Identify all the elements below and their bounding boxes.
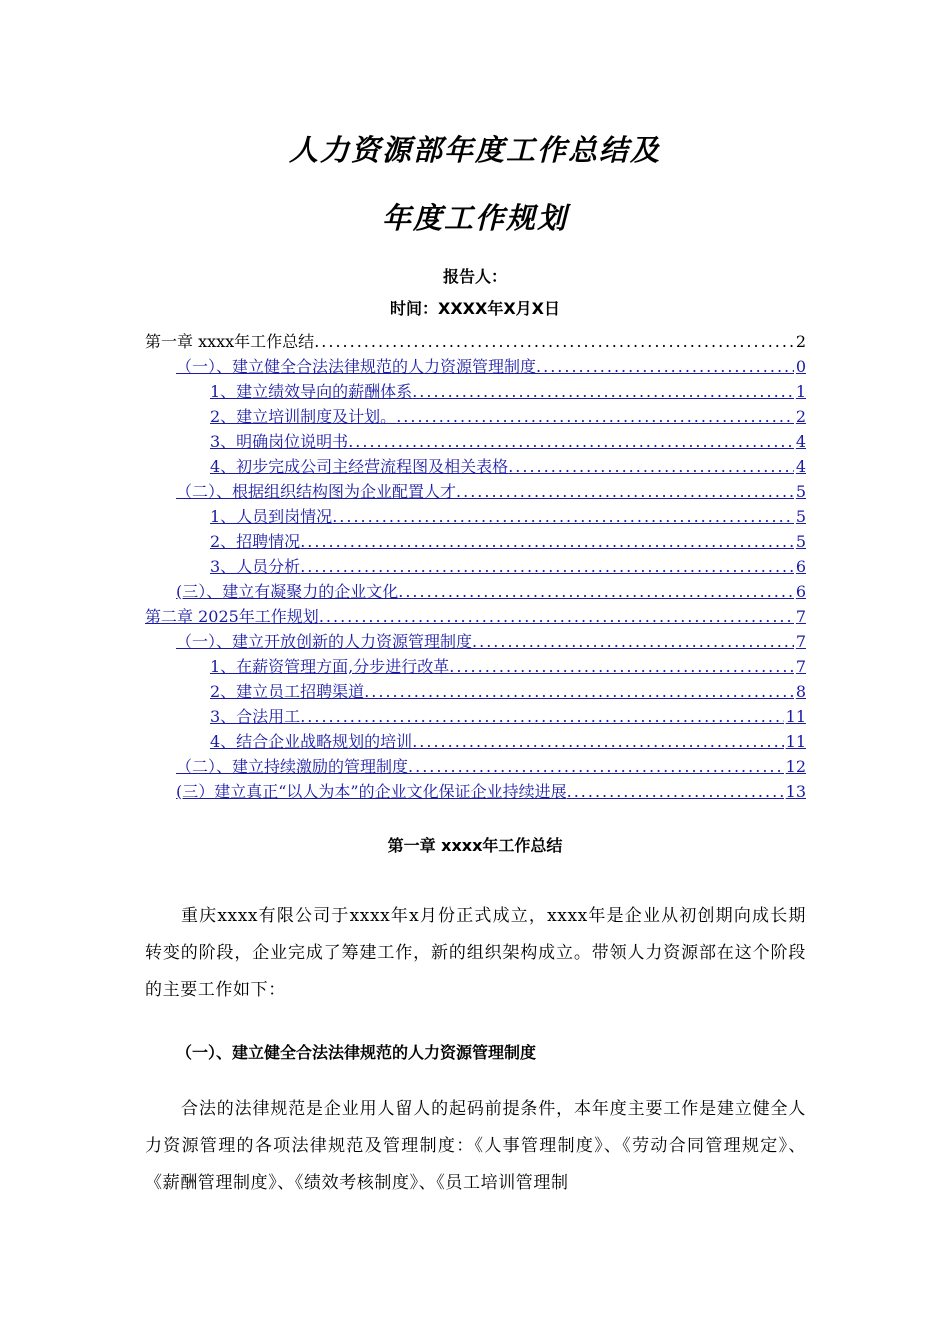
- toc-entry-label: 2、建立培训制度及计划。: [210, 407, 397, 426]
- toc-leader-dots: [456, 480, 794, 504]
- toc-leader-dots: [396, 405, 794, 429]
- toc-entry[interactable]: [210, 530, 806, 554]
- toc-entry[interactable]: [210, 705, 806, 729]
- toc-entry[interactable]: [176, 630, 806, 654]
- toc-entry[interactable]: [210, 380, 806, 404]
- toc-entry-page: 0: [795, 357, 806, 376]
- document-title-line2: 年度工作规划: [381, 201, 568, 235]
- toc-leader-dots: [412, 730, 783, 754]
- toc-entry[interactable]: [210, 730, 806, 754]
- toc-entry-page: 5: [795, 532, 806, 551]
- toc-entry[interactable]: [145, 605, 806, 629]
- toc-leader-dots: [300, 530, 794, 554]
- toc-entry[interactable]: [176, 355, 806, 379]
- toc-entry[interactable]: [210, 505, 806, 529]
- toc-leader-dots: [300, 555, 794, 579]
- toc-entry-label: 3、明确岗位说明书: [210, 432, 349, 451]
- toc-entry-page: 13: [785, 782, 806, 801]
- toc-entry-label: 3、人员分析: [210, 557, 301, 576]
- section-heading: （一）、建立健全合法法律规范的人力资源管理制度: [176, 1043, 537, 1062]
- toc-entry-label: 3、合法用工: [210, 707, 301, 726]
- toc-entry-page: 2: [795, 407, 806, 426]
- toc-leader-dots: [332, 505, 794, 529]
- toc-leader-dots: [300, 705, 783, 729]
- toc-entry-page: 4: [795, 457, 806, 476]
- toc-entry[interactable]: [210, 430, 806, 454]
- toc-entry-page: 11: [785, 732, 806, 751]
- toc-entry[interactable]: [176, 480, 806, 504]
- toc-entry-page: 12: [785, 757, 806, 776]
- report-time: 时间：XXXX年X月X日: [389, 299, 561, 318]
- toc-leader-dots: [449, 655, 794, 679]
- toc-entry-label: (三）建立真正“以人为本”的企业文化保证企业持续进展: [176, 782, 567, 801]
- toc-entry-label: （一）、建立健全合法法律规范的人力资源管理制度: [176, 357, 537, 376]
- toc-entry-page: 1: [795, 382, 806, 401]
- toc-entry-label: 4、初步完成公司主经营流程图及相关表格: [210, 457, 509, 476]
- toc-entry-page: 7: [795, 632, 806, 651]
- toc-entry-label: （二）、根据组织结构图为企业配置人才: [176, 482, 457, 501]
- toc-entry-page: 8: [795, 682, 806, 701]
- toc-leader-dots: [398, 580, 794, 604]
- toc-leader-dots: [348, 430, 794, 454]
- toc-entry-page: 6: [795, 582, 806, 601]
- toc-leader-dots: [364, 680, 794, 704]
- toc-entry[interactable]: [176, 780, 806, 804]
- toc-leader-dots: [508, 455, 794, 479]
- toc-leader-dots: [472, 630, 794, 654]
- toc-entry-page: 5: [795, 507, 806, 526]
- toc-entry-label: 2、招聘情况: [210, 532, 301, 551]
- toc-entry-page: 6: [795, 557, 806, 576]
- toc-entry[interactable]: [210, 555, 806, 579]
- toc-entry[interactable]: [210, 680, 806, 704]
- toc-entry[interactable]: [176, 755, 806, 779]
- toc-entry[interactable]: [210, 655, 806, 679]
- toc-entry-label: 第二章 2025年工作规划: [145, 607, 319, 626]
- toc-entry-page: 7: [795, 657, 806, 676]
- toc-entry-label: 1、在薪资管理方面,分步进行改革: [210, 657, 450, 676]
- toc-leader-dots: [536, 355, 794, 379]
- body-paragraph: 合法的法律规范是企业用人留人的起码前提条件，本年度主要工作是建立健全人力资源管理的各项法律规范及管理制度：《人事管理制度》、《劳动合同管理规定》、《薪酬管理制度》、《绩效考核制度》、《员工培训管理制: [145, 1099, 806, 1193]
- toc-entry-label: 第一章 xxxx年工作总结: [145, 332, 315, 351]
- toc-entry-label: 4、结合企业战略规划的培训: [210, 732, 413, 751]
- body-paragraph: 重庆xxxx有限公司于xxxx年x月份正式成立，xxxx年是企业从初创期向成长期转变的阶段，企业完成了筹建工作，新的组织架构成立。带领人力资源部在这个阶段的主要工作如下：: [145, 906, 806, 1000]
- toc-entry-label: 1、人员到岗情况: [210, 507, 333, 526]
- toc-entry[interactable]: [210, 455, 806, 479]
- toc-entry-page: 5: [795, 482, 806, 501]
- toc-entry[interactable]: [145, 330, 806, 354]
- toc-entry-page: 11: [785, 707, 806, 726]
- toc-leader-dots: [314, 330, 794, 354]
- reporter-label: 报告人：: [442, 267, 507, 286]
- toc-entry-page: 2: [795, 332, 806, 351]
- toc-entry-label: 1、建立绩效导向的薪酬体系: [210, 382, 413, 401]
- toc-entry-label: 2、建立员工招聘渠道: [210, 682, 365, 701]
- toc-leader-dots: [408, 755, 784, 779]
- toc-leader-dots: [319, 605, 794, 629]
- toc-leader-dots: [412, 380, 794, 404]
- toc-entry-page: 4: [795, 432, 806, 451]
- toc-entry-label: （一）、建立开放创新的人力资源管理制度: [176, 632, 473, 651]
- toc-entry-page: 7: [795, 607, 806, 626]
- toc-leader-dots: [567, 780, 784, 804]
- toc-entry[interactable]: [210, 405, 806, 429]
- toc-entry-label: （二）、建立持续激励的管理制度: [176, 757, 409, 776]
- toc-entry-label: (三）、建立有凝聚力的企业文化: [176, 582, 399, 601]
- chapter-heading: 第一章 xxxx年工作总结: [387, 836, 563, 855]
- toc-entry[interactable]: [176, 580, 806, 604]
- document-title-line1: 人力资源部年度工作总结及: [288, 133, 661, 167]
